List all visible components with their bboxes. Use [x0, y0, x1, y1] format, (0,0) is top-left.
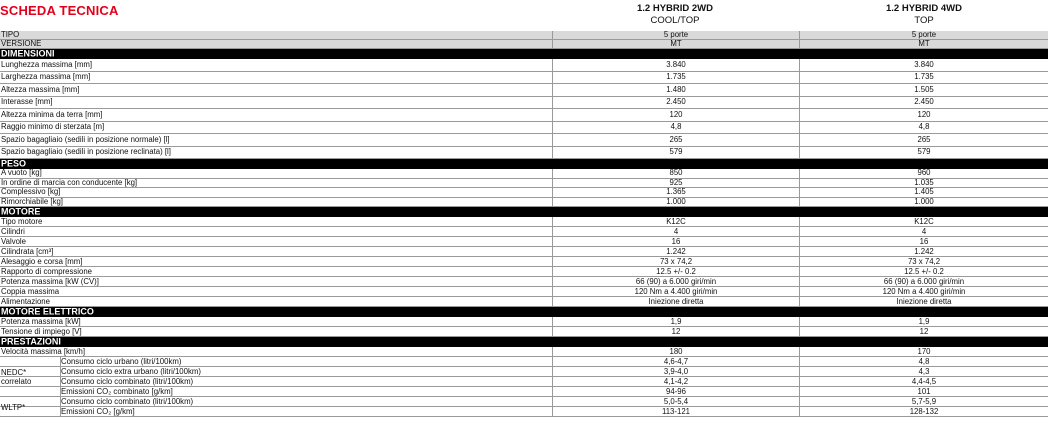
value-4wd — [800, 297, 1048, 306]
value-text: 66 (90) a 6.000 giri/min — [635, 276, 717, 286]
value-text: 12 — [671, 326, 681, 336]
value-text: 128-132 — [909, 406, 939, 416]
spec-row — [0, 109, 1048, 122]
value-4wd — [800, 387, 1048, 396]
value-4wd — [800, 217, 1048, 226]
value-text: 2.450 — [666, 97, 686, 107]
value-text: K12C — [914, 216, 934, 226]
nedc-group-label — [1, 368, 31, 386]
model-name: 1.2 HYBRID 2WD — [636, 3, 713, 14]
row-label: Alimentazione — [1, 296, 50, 306]
value-text: 16 — [919, 236, 929, 246]
value-text: 1,9 — [670, 316, 682, 326]
row-label: Potenza massima [kW (CV)] — [1, 276, 99, 286]
spec-row — [0, 287, 1048, 297]
value-text: 1.242 — [666, 246, 686, 256]
row-label: Consumo ciclo extra urbano (litri/100km) — [61, 366, 201, 376]
value-4wd — [800, 169, 1048, 178]
value-4wd — [800, 367, 1048, 376]
value-4wd — [800, 59, 1048, 71]
row-label: Complessivo [kg] — [1, 187, 61, 197]
section-prestazioni — [0, 337, 1048, 347]
value-text: 113-121 — [661, 406, 691, 416]
value-text: 3.840 — [914, 59, 934, 69]
row-label: MOTORE — [1, 206, 41, 216]
value-text: 4,1-4,2 — [663, 376, 689, 386]
value-text: 180 — [669, 346, 683, 356]
value-2wd — [552, 297, 800, 306]
section-motore-elettrico — [0, 307, 1048, 317]
value-2wd — [552, 227, 800, 236]
spec-row — [0, 147, 1048, 160]
value-text: 12.5 +/- 0.2 — [904, 266, 944, 276]
row-label: Velocità massima [km/h] — [1, 346, 86, 356]
nedc-row — [0, 367, 1048, 377]
value-text: 120 — [917, 109, 931, 119]
value-2wd — [552, 317, 800, 326]
row-label: Spazio bagagliaio (sedili in posizione reclinata) [l] — [1, 147, 171, 157]
value-text: 579 — [917, 147, 931, 157]
row-label: Raggio minimo di sterzata [m] — [1, 122, 105, 132]
value-text: 3,9-4,0 — [663, 366, 689, 376]
row-label: Spazio bagagliaio (sedili in posizione normale) [l] — [1, 134, 170, 144]
value-4wd — [800, 247, 1048, 256]
value-text: 66 (90) a 6.000 giri/min — [883, 276, 965, 286]
spec-row — [0, 169, 1048, 179]
value-2wd — [552, 217, 800, 226]
value-text: 1.735 — [914, 72, 934, 82]
value-text: 850 — [669, 168, 683, 178]
value-2wd — [552, 267, 800, 276]
value-4wd — [800, 377, 1048, 386]
value-text: 4,8 — [918, 122, 930, 132]
trim-name: COOL/TOP — [650, 15, 700, 26]
value-4wd — [800, 122, 1048, 134]
spec-row — [0, 227, 1048, 237]
value-2wd — [552, 134, 800, 146]
value-text: 2.450 — [914, 97, 934, 107]
value-text: 4 — [673, 226, 679, 236]
spec-row — [0, 198, 1048, 208]
value-2wd — [552, 188, 800, 197]
value-text: 4,8 — [918, 356, 930, 366]
value-4wd — [800, 84, 1048, 96]
value-text: 1.242 — [914, 246, 934, 256]
nedc-sublabel: correlato — [1, 377, 32, 386]
row-label: Consumo ciclo combinato (litri/100km) — [61, 396, 194, 406]
value-2wd — [552, 72, 800, 84]
spec-row — [0, 217, 1048, 227]
value-2wd — [552, 387, 800, 396]
value-2wd — [552, 247, 800, 256]
value-text: 1.735 — [666, 72, 686, 82]
spec-row — [0, 188, 1048, 198]
spec-table — [0, 31, 1048, 417]
nedc-row — [0, 387, 1048, 397]
value-text: Iniezione diretta — [648, 296, 704, 306]
value-text: 579 — [669, 147, 683, 157]
value-2wd — [552, 31, 800, 39]
value-text: 12.5 +/- 0.2 — [656, 266, 696, 276]
spec-row — [0, 179, 1048, 189]
row-label: Larghezza massima [mm] — [1, 72, 91, 82]
value-4wd — [800, 31, 1048, 39]
value-text: 1.405 — [914, 187, 934, 197]
value-2wd — [552, 327, 800, 336]
row-label: Tensione di impiego [V] — [1, 326, 82, 336]
value-text: MT — [670, 39, 682, 49]
spec-row — [0, 59, 1048, 72]
value-2wd — [552, 347, 800, 356]
value-text: 4,4-4,5 — [911, 376, 937, 386]
spec-row — [0, 257, 1048, 267]
row-tipo — [0, 31, 1048, 40]
value-text: 5,7-5,9 — [911, 396, 937, 406]
value-2wd — [552, 40, 800, 48]
value-2wd — [552, 237, 800, 246]
row-label: PESO — [1, 158, 27, 168]
value-text: 265 — [669, 134, 683, 144]
row-label: Rapporto di compressione — [1, 266, 93, 276]
value-4wd — [800, 109, 1048, 121]
value-text: 1.365 — [666, 187, 686, 197]
row-label: Interasse [mm] — [1, 97, 53, 107]
row-label: Consumo ciclo combinato (litri/100km) — [61, 376, 194, 386]
row-label: Cilindrata [cm³] — [1, 246, 54, 256]
value-2wd — [552, 97, 800, 109]
section-dimensioni — [0, 49, 1048, 59]
row-label: Emissioni CO₂ combinato [g/km] — [61, 386, 173, 396]
value-4wd — [800, 198, 1048, 207]
value-4wd — [800, 287, 1048, 296]
value-4wd — [800, 317, 1048, 326]
row-label: Rimorchiabile [kg] — [1, 196, 63, 206]
nedc-label: NEDC* — [1, 368, 27, 377]
value-text: 5 porte — [911, 30, 937, 40]
value-4wd — [800, 72, 1048, 84]
row-label: Valvole — [1, 236, 26, 246]
value-2wd — [552, 287, 800, 296]
value-text: 4,3 — [918, 366, 930, 376]
row-label: Lunghezza massima [mm] — [1, 59, 92, 69]
value-text: 265 — [917, 134, 931, 144]
value-4wd — [800, 327, 1048, 336]
row-label: In ordine di marcia con conducente [kg] — [1, 177, 138, 187]
nedc-row — [0, 377, 1048, 387]
value-text: 120 Nm a 4.400 giri/min — [882, 286, 966, 296]
value-text: 5 porte — [663, 30, 689, 40]
wltp-group-label: WLTP* — [1, 402, 26, 412]
spec-row — [0, 347, 1048, 357]
value-2wd — [552, 277, 800, 286]
value-text: 1.000 — [914, 196, 934, 206]
value-2wd — [552, 122, 800, 134]
value-text: K12C — [666, 216, 686, 226]
value-text: 1.000 — [666, 196, 686, 206]
value-4wd — [800, 277, 1048, 286]
value-text: 170 — [917, 346, 931, 356]
value-2wd — [552, 407, 800, 416]
value-text: 120 — [669, 109, 683, 119]
value-2wd — [552, 257, 800, 266]
value-text: 960 — [917, 168, 931, 178]
value-4wd — [800, 40, 1048, 48]
value-4wd — [800, 357, 1048, 366]
value-text: 4,6-4,7 — [663, 356, 689, 366]
column-header-4wd — [800, 3, 1048, 27]
row-label: Potenza massima [kW] — [1, 316, 81, 326]
value-2wd — [552, 179, 800, 188]
value-text: 101 — [917, 386, 931, 396]
spec-row — [0, 84, 1048, 97]
value-4wd — [800, 227, 1048, 236]
row-label: Emissioni CO₂ [g/km] — [61, 406, 135, 416]
spec-row — [0, 72, 1048, 85]
row-label: A vuoto [kg] — [1, 168, 42, 178]
spec-row — [0, 267, 1048, 277]
value-text: 1.035 — [914, 177, 934, 187]
value-4wd — [800, 347, 1048, 356]
row-label: TIPO — [1, 30, 20, 40]
value-text: 1.505 — [914, 84, 934, 94]
row-label: Tipo motore — [1, 216, 43, 226]
value-text: 3.840 — [666, 59, 686, 69]
value-text: 4,8 — [670, 122, 682, 132]
value-text: MT — [918, 39, 930, 49]
value-4wd — [800, 267, 1048, 276]
row-label: Consumo ciclo urbano (litri/100km) — [61, 356, 182, 366]
row-label: Altezza minima da terra [mm] — [1, 109, 103, 119]
wltp-row — [0, 397, 1048, 407]
value-2wd — [552, 198, 800, 207]
value-2wd — [552, 367, 800, 376]
row-versione — [0, 40, 1048, 49]
page-title: SCHEDA TECNICA — [0, 3, 119, 18]
value-text: 16 — [671, 236, 681, 246]
spec-row — [0, 122, 1048, 135]
value-4wd — [800, 257, 1048, 266]
row-label: Cilindri — [1, 226, 25, 236]
value-text: 1,9 — [918, 316, 930, 326]
value-text: 120 Nm a 4.400 giri/min — [634, 286, 718, 296]
spec-row — [0, 327, 1048, 337]
section-peso — [0, 159, 1048, 169]
value-4wd — [800, 237, 1048, 246]
row-label: Coppia massima — [1, 286, 60, 296]
row-label: VERSIONE — [1, 39, 42, 49]
value-2wd — [552, 84, 800, 96]
value-4wd — [800, 97, 1048, 109]
spec-row — [0, 237, 1048, 247]
value-text: 5,0-5,4 — [663, 396, 689, 406]
value-4wd — [800, 188, 1048, 197]
spec-row — [0, 97, 1048, 110]
trim-name: TOP — [914, 15, 934, 26]
spec-row — [0, 317, 1048, 327]
spec-row — [0, 134, 1048, 147]
column-header-2wd — [552, 3, 798, 27]
row-label: MOTORE ELETTRICO — [1, 306, 94, 316]
row-label: Alesaggio e corsa [mm] — [1, 256, 83, 266]
value-2wd — [552, 169, 800, 178]
value-4wd — [800, 134, 1048, 146]
section-motore — [0, 207, 1048, 217]
value-text: 94-96 — [666, 386, 686, 396]
nedc-row — [0, 357, 1048, 367]
value-2wd — [552, 109, 800, 121]
wltp-row — [0, 407, 1048, 417]
value-text: 73 x 74,2 — [907, 256, 941, 266]
value-text: 12 — [919, 326, 929, 336]
value-4wd — [800, 179, 1048, 188]
value-text: 4 — [921, 226, 927, 236]
value-text: Iniezione diretta — [896, 296, 952, 306]
value-2wd — [552, 397, 800, 406]
row-label: PRESTAZIONI — [1, 336, 61, 346]
spec-row — [0, 297, 1048, 307]
value-2wd — [552, 377, 800, 386]
model-name: 1.2 HYBRID 4WD — [885, 3, 962, 14]
value-4wd — [800, 407, 1048, 416]
spec-row — [0, 277, 1048, 287]
row-label: DIMENSIONI — [1, 48, 55, 58]
value-2wd — [552, 59, 800, 71]
value-text: 73 x 74,2 — [659, 256, 693, 266]
value-text: 1.480 — [666, 84, 686, 94]
value-text: 925 — [669, 177, 683, 187]
spec-row — [0, 247, 1048, 257]
value-4wd — [800, 397, 1048, 406]
value-4wd — [800, 147, 1048, 159]
row-label: Altezza massima [mm] — [1, 84, 80, 94]
value-2wd — [552, 357, 800, 366]
value-2wd — [552, 147, 800, 159]
